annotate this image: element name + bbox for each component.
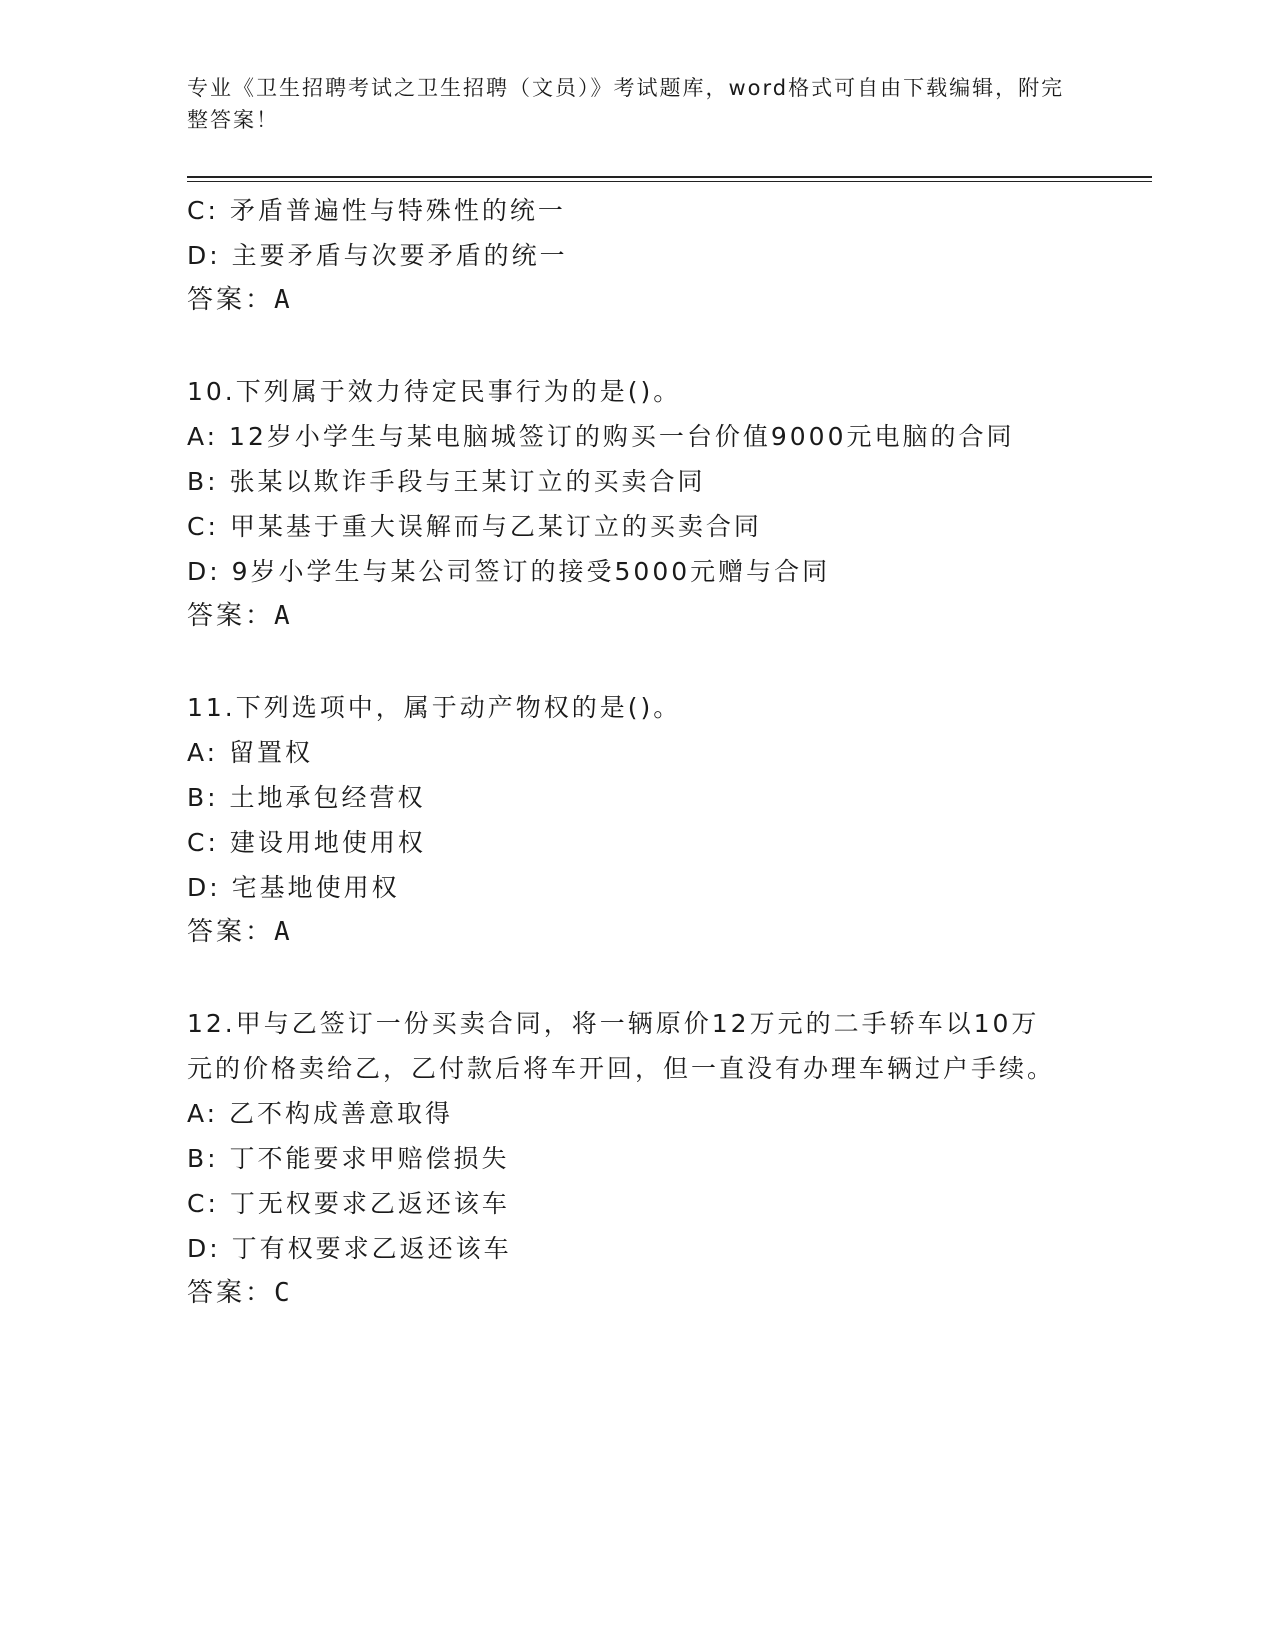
option-d: D: 丁有权要求乙返还该车 bbox=[187, 1234, 512, 1263]
answer-line bbox=[187, 278, 1087, 323]
question-10 bbox=[187, 369, 1087, 639]
option-b: B: 土地承包经营权 bbox=[187, 783, 426, 812]
answer-value: A bbox=[274, 601, 293, 631]
answer-label: 答案： bbox=[187, 1278, 275, 1308]
answer-line bbox=[187, 594, 1087, 639]
option-c: C: 矛盾普遍性与特殊性的统一 bbox=[187, 196, 566, 225]
answer-value: A bbox=[274, 917, 293, 947]
spacer bbox=[187, 639, 1087, 685]
question-continued bbox=[187, 188, 1087, 323]
answer-label: 答案： bbox=[187, 917, 275, 947]
option-a: A: 留置权 bbox=[187, 738, 314, 767]
document-header: 专业《卫生招聘考试之卫生招聘（文员）》考试题库，word格式可自由下载编辑，附完整答案！ bbox=[187, 76, 1065, 132]
option-b: B: 丁不能要求甲赔偿损失 bbox=[187, 1144, 510, 1173]
header-rule bbox=[187, 176, 1152, 178]
answer-line bbox=[187, 1271, 1087, 1316]
question-content bbox=[187, 188, 1087, 1316]
option-c: C: 甲某基于重大误解而与乙某订立的买卖合同 bbox=[187, 512, 762, 541]
question-11 bbox=[187, 685, 1087, 955]
spacer bbox=[187, 955, 1087, 1001]
option-b: B: 张某以欺诈手段与王某订立的买卖合同 bbox=[187, 467, 706, 496]
answer-label: 答案： bbox=[187, 601, 275, 631]
option-d: D: 宅基地使用权 bbox=[187, 873, 400, 902]
spacer bbox=[187, 323, 1087, 369]
answer-label: 答案： bbox=[187, 285, 275, 315]
option-d: D: 9岁小学生与某公司签订的接受5000元赠与合同 bbox=[187, 557, 831, 586]
option-a: A: 12岁小学生与某电脑城签订的购买一台价值9000元电脑的合同 bbox=[187, 422, 1015, 451]
option-a: A: 乙不构成善意取得 bbox=[187, 1099, 454, 1128]
question-stem: 11.下列选项中，属于动产物权的是()。 bbox=[187, 693, 682, 722]
answer-value: C bbox=[274, 1278, 293, 1308]
option-c: C: 建设用地使用权 bbox=[187, 828, 426, 857]
question-12 bbox=[187, 1001, 1087, 1316]
question-stem: 12.甲与乙签订一份买卖合同，将一辆原价12万元的二手轿车以10万元的价格卖给乙，乙付款后将车开回，但一直没有办理车辆过户手续。 bbox=[187, 1009, 1056, 1083]
question-stem: 10.下列属于效力待定民事行为的是()。 bbox=[187, 377, 682, 406]
answer-line bbox=[187, 910, 1087, 955]
option-c: C: 丁无权要求乙返还该车 bbox=[187, 1189, 510, 1218]
answer-value: A bbox=[274, 285, 293, 315]
header-rule-secondary bbox=[187, 181, 1152, 182]
option-d: D: 主要矛盾与次要矛盾的统一 bbox=[187, 241, 568, 270]
